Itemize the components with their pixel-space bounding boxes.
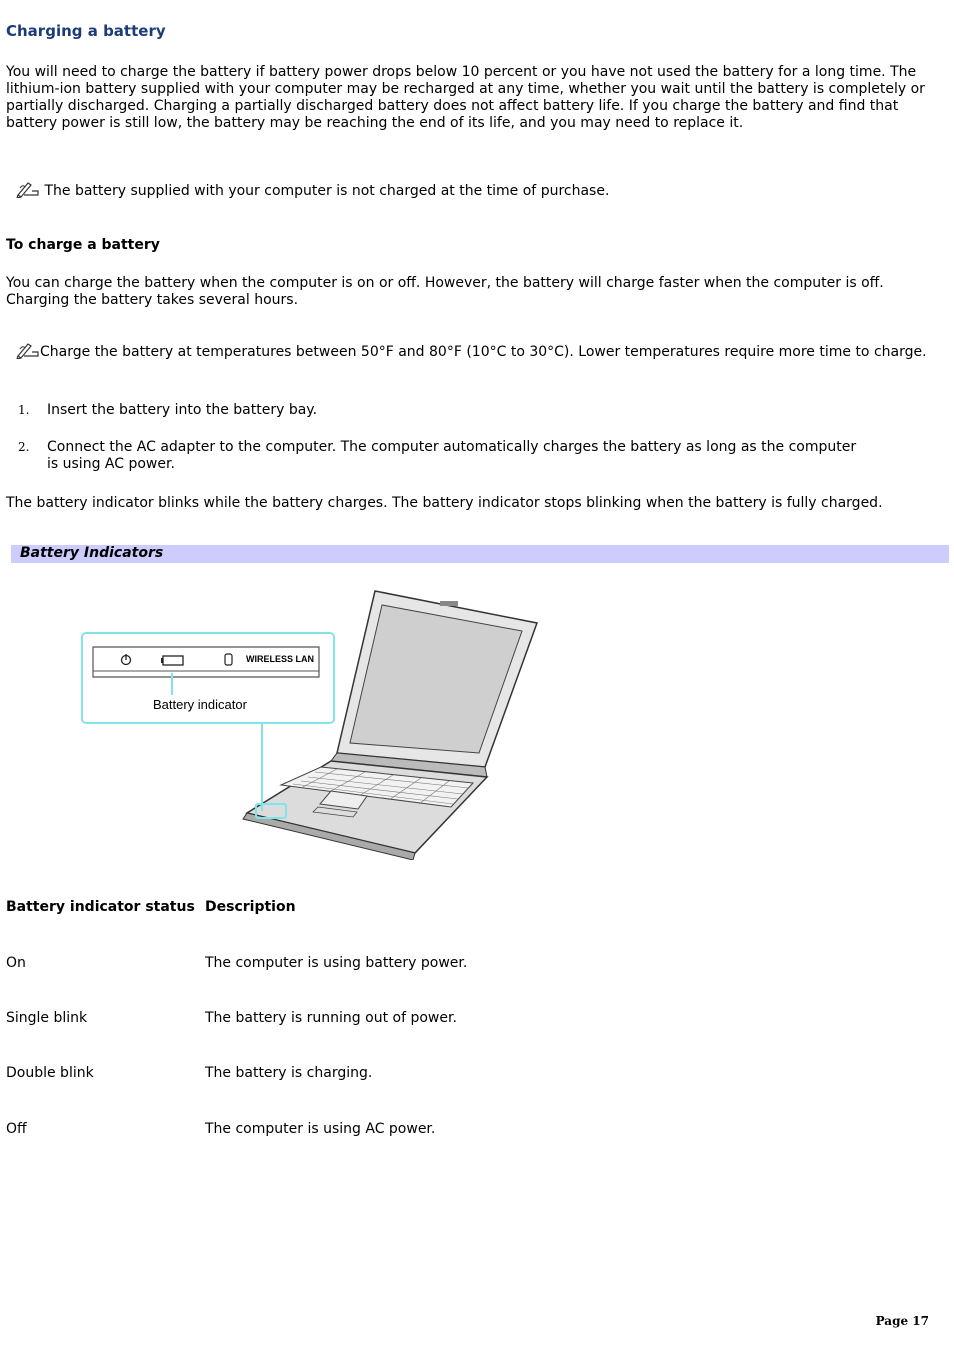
laptop-illustration [75,585,545,860]
step-text: Connect the AC adapter to the computer. The computer automatically charges the battery as long as the computer is using AC power. [47,439,857,472]
table-cell-status: Off [6,1121,27,1137]
note-2 [6,341,946,361]
paragraph-2: You can charge the battery when the computer is on or off. However, the battery will charge faster when the computer is off. Charging the battery takes several hours. [6,275,884,308]
table-header-description: Description [205,899,296,915]
wireless-lan-label: WIRELESS LAN [246,654,315,664]
note-1-text: The battery supplied with your computer is not charged at the time of purchase. [44,183,610,199]
battery-indicator-callout: Battery indicator [153,697,247,712]
table-cell-status: Single blink [6,1010,88,1026]
note-pencil-icon [16,180,40,198]
page-number: Page 17 [875,1314,929,1328]
battery-indicator-figure [75,585,545,860]
section-band-title: Battery Indicators [20,545,164,561]
table-cell-status: On [6,955,26,971]
step-2 [18,439,868,479]
table-cell-description: The computer is using AC power. [205,1121,436,1137]
note-pencil-icon [16,341,40,359]
paragraph-3: The battery indicator blinks while the battery charges. The battery indicator stops blinking when the battery is fully charged. [6,495,883,511]
subheading: To charge a battery [6,237,160,253]
intro-paragraph: You will need to charge the battery if battery power drops below 10 percent or you have not used the battery for a long time. The lithium-ion battery supplied with your computer may be recharged at any time, whether you wait until the battery is completely or partially discharged. Charging a partially discharged battery does not affect battery life. If you charge the battery and find that battery power is still low, the battery may be reaching the end of its life, and you may need to replace it. [6,64,925,131]
section-band [11,545,949,563]
table-cell-status: Double blink [6,1065,94,1081]
note-1 [16,180,609,200]
page-title: Charging a battery [6,22,166,40]
step-number: 2. [18,440,30,454]
table-cell-description: The computer is using battery power. [205,955,468,971]
table-header-status: Battery indicator status [6,899,195,915]
table-cell-description: The battery is charging. [205,1065,373,1081]
table-cell-description: The battery is running out of power. [205,1010,457,1026]
step-text: Insert the battery into the battery bay. [47,402,318,418]
step-number: 1. [18,403,30,417]
note-2-text: Charge the battery at temperatures between 50°F and 80°F (10°C to 30°C). Lower temperatures require more time to charge. [40,344,927,360]
